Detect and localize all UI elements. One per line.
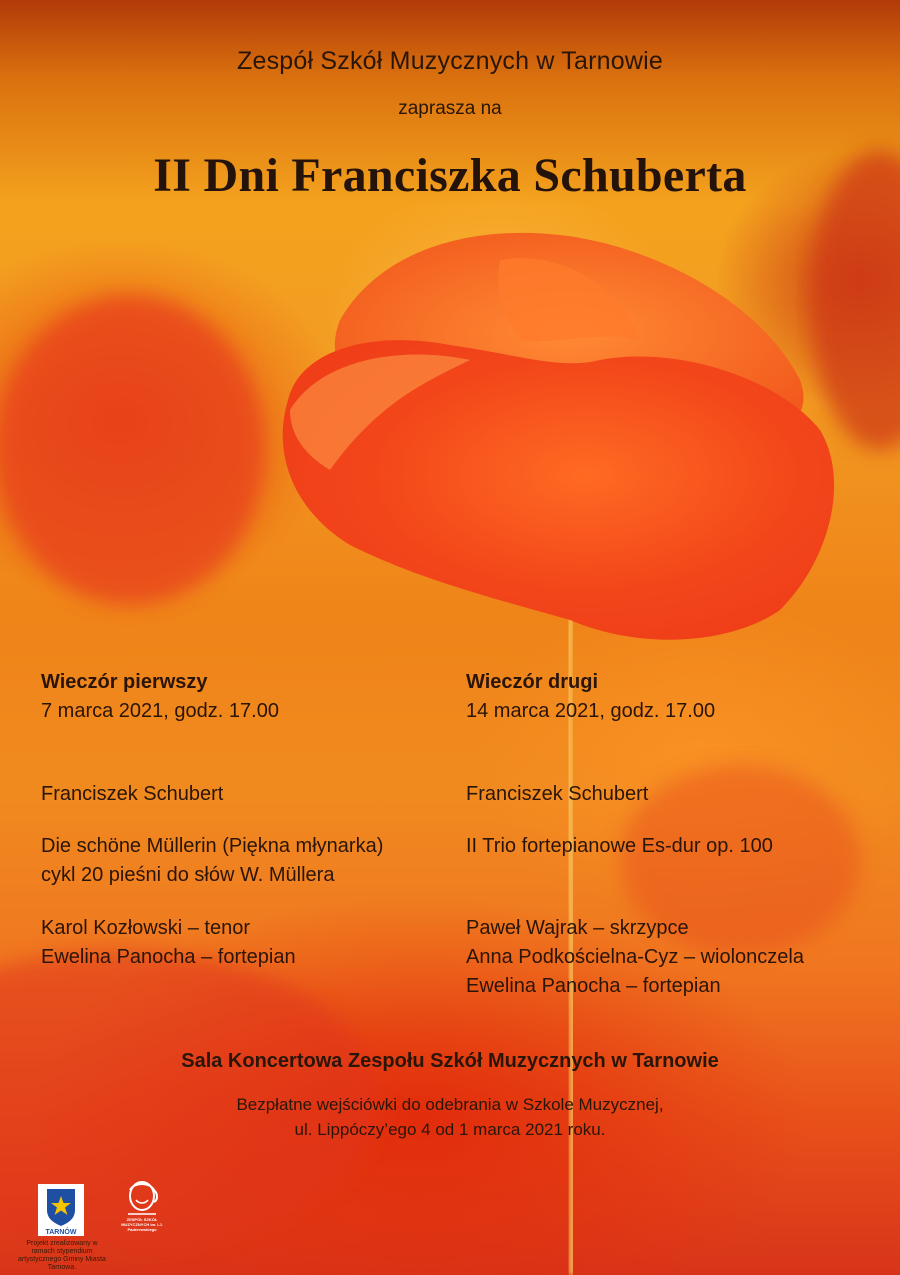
performer-line: Karol Kozłowski – tenor xyxy=(41,917,250,939)
performer-line: Paweł Wajrak – skrzypce xyxy=(466,917,689,939)
program-line: Die schöne Müllerin (Piękna młynarka) xyxy=(41,835,384,857)
evening-heading: Wieczór pierwszy xyxy=(41,671,208,693)
composer-name: Franciszek Schubert xyxy=(41,783,224,805)
tarnow-crest-icon xyxy=(38,1184,84,1236)
evening-heading: Wieczór drugi xyxy=(466,671,599,693)
performer-line: Anna Podkościelna-Cyz – wiolonczela xyxy=(466,946,804,968)
performer-line: Ewelina Panocha – fortepian xyxy=(41,946,296,968)
project-funding-note: Projekt zrealizowany w ramach stypendium artystycznego Gminy Miasta Tarnowa. xyxy=(18,1240,106,1271)
tarnow-city-logo xyxy=(38,1184,84,1236)
evening-second-column xyxy=(466,668,886,997)
evening-first-column xyxy=(41,668,461,968)
blurred-poppy-left xyxy=(0,295,265,605)
program-line: cykl 20 pieśni do słów W. Müllera xyxy=(41,864,335,886)
program-line: II Trio fortepianowe Es-dur op. 100 xyxy=(466,835,773,857)
evening-date: 14 marca 2021, godz. 17.00 xyxy=(466,700,716,722)
ticket-info-line: Bezpłatne wejściówki do odebrania w Szkole Muzycznej, xyxy=(236,1095,664,1114)
ticket-info xyxy=(0,1092,900,1142)
venue-name: Sala Koncertowa Zespołu Szkół Muzycznych w Tarnowie xyxy=(181,1050,719,1072)
composer-portrait-icon xyxy=(114,1180,170,1216)
organizer-name: Zespół Szkół Muzycznych w Tarnowie xyxy=(237,47,663,75)
school-logo xyxy=(114,1180,170,1240)
event-title: II Dni Franciszka Schuberta xyxy=(153,149,747,202)
logo-city-text: TARNÓW xyxy=(45,1229,77,1236)
performer-line: Ewelina Panocha – fortepian xyxy=(466,975,721,997)
ticket-info-line: ul. Lippóczy’ego 4 od 1 marca 2021 roku. xyxy=(294,1120,606,1139)
composer-name: Franciszek Schubert xyxy=(466,783,649,805)
evening-date: 7 marca 2021, godz. 17.00 xyxy=(41,700,279,722)
invite-text: zaprasza na xyxy=(398,98,502,119)
school-logo-text: ZESPÓŁ SZKÓŁ MUZYCZNYCH im. I.J. Paderewskiego xyxy=(121,1217,163,1232)
